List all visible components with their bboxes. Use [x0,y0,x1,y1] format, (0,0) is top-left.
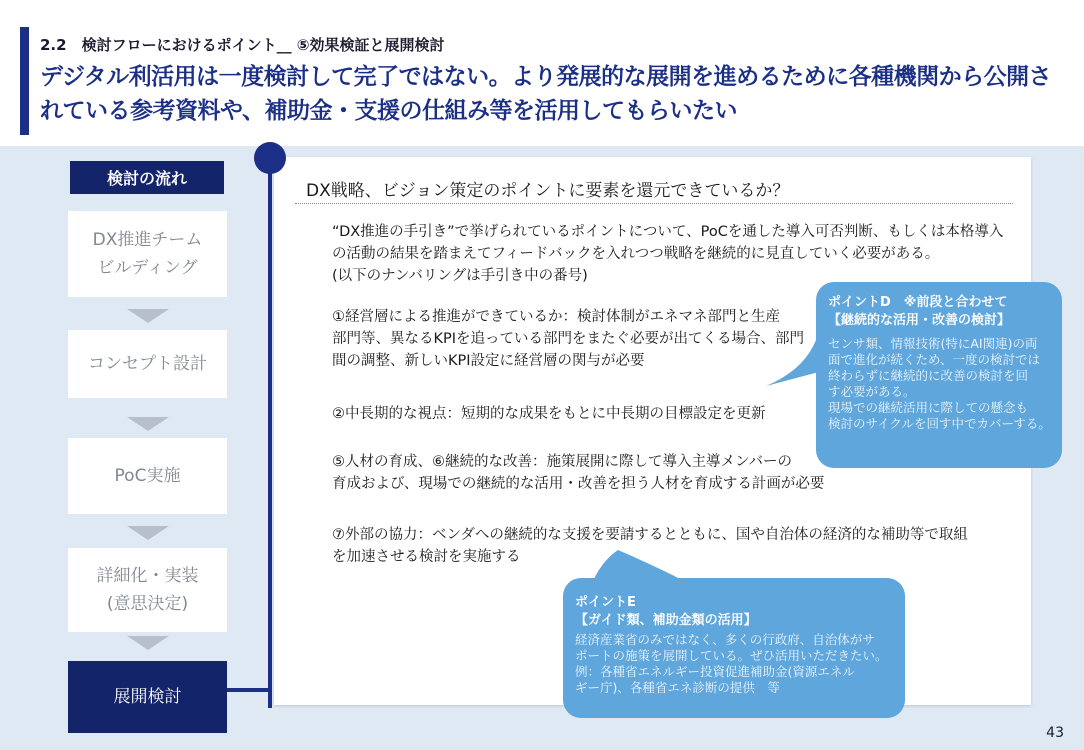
timeline-node-dot [254,142,286,174]
flow-title: 検討の流れ [70,161,224,194]
callout-title: ポイントD ※前段と合わせて [828,295,1008,310]
text-line: 終わらずに継続的に改善の検討を回 [828,368,1029,383]
flow-step-poc [68,438,227,514]
text-line: 間の調整、新しいKPI設定に経営層の関与が必要 [332,353,645,369]
flow-arrow-down-icon [127,417,169,431]
flow-arrow-down-icon [127,526,169,540]
text-line: 現場での継続活用に際しての懸念も [828,400,1029,415]
text-line: 面で進化が続くため、一度の検討では [828,352,1041,367]
callout-point-d [816,282,1062,468]
card-intro [332,221,1003,287]
text-line: の活動の結果を踏まえてフィードバックを入れつつ戦略を継続的に見直していく必要がある。 [332,246,940,262]
flow-step-label: コンセプト設計 [88,354,207,374]
point-talent [332,451,824,495]
callout-subtitle: 【継続的な活用・改善の検討】 [828,313,1011,328]
text-line: 部門等、異なるKPIを追っている部門をまたぐ必要が出てくる場合、部門 [332,331,805,347]
text-line: ②中長期的な視点：短期的な成果をもとに中長期の目標設定を更新 [332,406,766,422]
page-number: 43 [1046,725,1064,741]
callout-point-e [563,578,905,718]
point-leadership [332,306,804,372]
text-line: 経済産業省のみではなく、多くの行政府、自治体がサ [575,632,875,647]
text-line: (以下のナンバリングは手引き中の番号) [332,268,588,284]
text-line: ⑤人材の育成、⑥継続的な改善：施策展開に際して導入主導メンバーの [332,454,792,470]
connector-horizontal [227,688,270,692]
flow-step-implementation [68,548,227,632]
dotted-divider [295,203,1013,204]
page-headline: デジタル利活用は一度検討して完了ではない。より発展的な展開を進めるために各種機関から公開されている参考資料や、補助金・支援の仕組み等を活用してもらいたい [40,64,1052,124]
text-line: “DX推進の手引き”で挙げられているポイントについて、PoCを通した導入可否判断、もしくは本格導入 [332,224,1004,240]
text-line: ⑦外部の協力：ベンダへの継続的な支援を要請するとともに、国や自治体の経済的な補助等で取組 [332,527,968,543]
flow-step-deployment-review [68,661,227,733]
text-line: を加速させる検討を実施する [332,549,521,565]
callout-body [575,632,893,696]
text-line: ①経営層による推進ができているか：検討体制がエネマネ部門と生産 [332,309,780,325]
flow-step-label: PoC実施 [114,466,181,486]
text-line: センサ類、情報技術(特にAI関連)の両 [828,336,1038,351]
card-question: DX戦略、ビジョン策定のポイントに要素を還元できているか？ [306,181,790,201]
header-accent-bar [20,27,29,135]
callout-body [828,336,1052,432]
flow-step-label: 詳細化・実装 (意思決定) [96,566,199,614]
text-line: ポートの施策を展開している。ぜひ活用いただきたい。 [575,648,888,663]
flow-step-concept-design [68,330,227,398]
flow-step-team-building [68,211,227,297]
text-line: 例：各種省エネルギー投資促進補助金(資源エネル [575,664,855,679]
connector-vertical [268,158,272,708]
text-line: す必要がある。 [828,384,916,399]
flow-arrow-down-icon [127,636,169,650]
point-long-term [332,403,766,425]
text-line: 検討のサイクルを回す中でカバーする。 [828,416,1051,431]
flow-step-label: DX推進チーム ビルディング [92,230,203,278]
callout-subtitle: 【ガイド類、補助金類の活用】 [575,613,757,628]
callout-title: ポイントE [575,595,636,610]
flow-step-label: 展開検討 [113,687,182,707]
section-label: 2.2 検討フローにおけるポイント__ ⑤効果検証と展開検討 [40,36,445,54]
text-line: ギー庁)、各種省エネ診断の提供 等 [575,680,780,695]
flow-arrow-down-icon [127,309,169,323]
text-line: 育成および、現場での継続的な活用・改善を担う人材を育成する計画が必要 [332,476,825,492]
